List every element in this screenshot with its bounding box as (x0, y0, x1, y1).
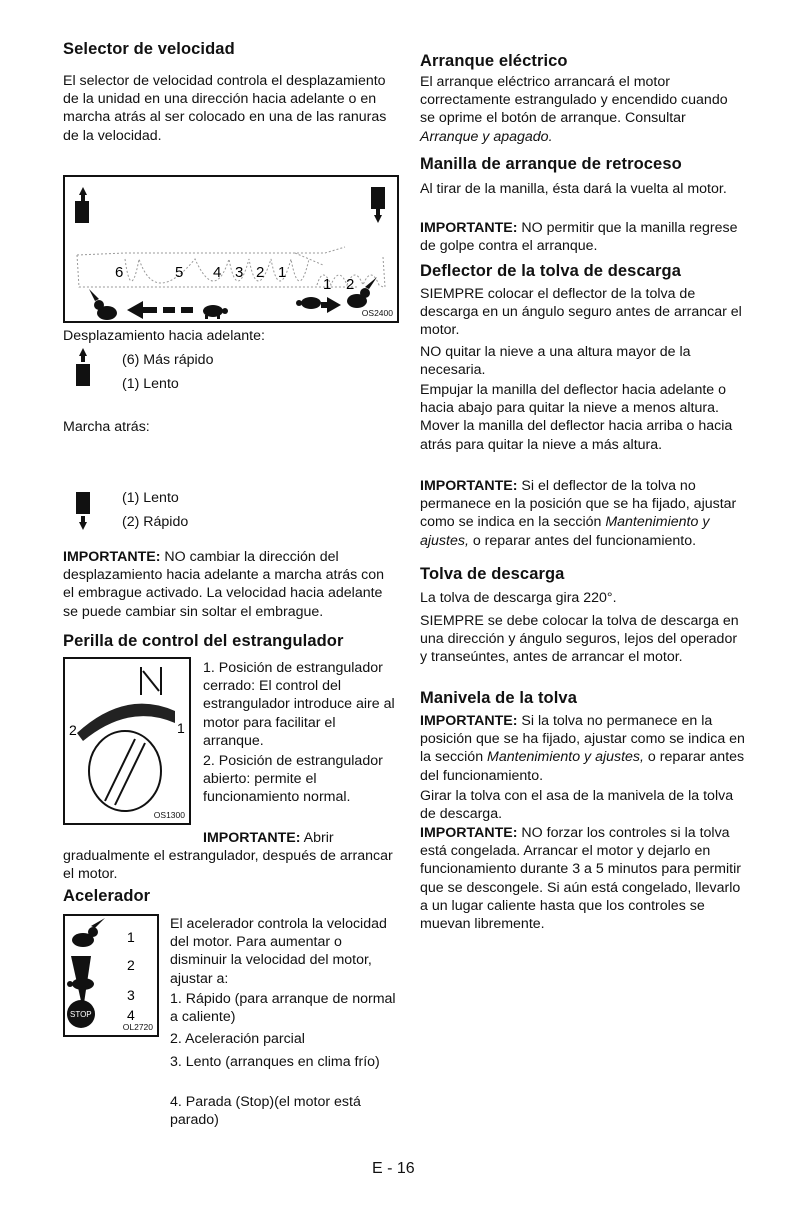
chute-p2: SIEMPRE se debe colocar la tolva de descarga en una dirección y ángulo seguros, lejos del operador y transeúntes, antes de arrancar el motor. (420, 613, 739, 666)
reverse-number: 2 (346, 276, 355, 293)
choke-position-1: 1 (177, 720, 185, 736)
forward-person-icon (75, 187, 89, 223)
arrow-left-icon (127, 301, 193, 319)
deflector-p1: SIEMPRE colocar el deflector de la tolva de descarga en un ángulo seguro antes de arrancar el motor. (420, 286, 742, 339)
gear-number: 2 (256, 264, 265, 281)
reverse-number: 1 (323, 276, 332, 293)
page-number: E - 16 (372, 1160, 415, 1177)
gear-number: 4 (213, 264, 222, 281)
rabbit-fast-icon (89, 289, 117, 320)
crank-important-2: IMPORTANTE: NO forzar los controles si la tolva está congelada. Arrancar el motor y dejarlo en funcionamiento durante 3 a 5 minutos para permitir que se descongele. Si aún está congelado, llevarlo a un lugar caliente hasta que los controles se muevan libremente. (420, 825, 741, 933)
choke-important (203, 829, 334, 847)
reference-link: Arranque y apagado. (420, 128, 553, 145)
forward-person-icon (75, 348, 91, 386)
throttle-item-2: 2. Aceleración parcial (170, 1031, 305, 1047)
heading-throttle: Acelerador (63, 887, 151, 905)
turtle-slow-icon (203, 305, 228, 319)
rabbit-fast-icon (72, 918, 105, 947)
throttle-item-3: 3. Lento (arranques en clima frío) (170, 1054, 380, 1070)
choke-position-2: 2 (69, 722, 77, 738)
important-label: IMPORTANTE: (420, 825, 518, 841)
throttle-position: 1 (127, 929, 135, 945)
heading-electric-start: Arranque eléctrico (420, 52, 568, 70)
forward-label: Desplazamiento hacia adelante: (63, 328, 265, 344)
throttle-item-4: 4. Parada (Stop)(el motor está parado) (170, 1094, 361, 1129)
important-label: IMPORTANTE: (63, 549, 161, 565)
throttle-position: 4 (127, 1007, 135, 1023)
turtle-slow-icon (67, 978, 94, 990)
throttle-position: 2 (127, 957, 135, 973)
choke-important-cont: gradualmente el estrangulador, después de arrancar el motor. (63, 848, 393, 883)
heading-crank: Manivela de la tolva (420, 689, 577, 707)
figure-code: OL2720 (122, 1022, 153, 1032)
speed-important (63, 548, 398, 621)
figure-code: OS2400 (361, 308, 393, 318)
throttle-intro: El acelerador controla la velocidad del motor. Para aumentar o disminuir la velocidad del motor, ajustar a: (170, 916, 387, 987)
forward-slow: (1) Lento (122, 376, 179, 392)
gear-number: 3 (235, 264, 244, 281)
recoil-text: Al tirar de la manilla, ésta dará la vuelta al motor. (420, 181, 727, 197)
gear-number: 1 (278, 264, 287, 281)
recoil-important: IMPORTANTE: NO permitir que la manilla regrese de golpe contra el arranque. (420, 220, 738, 255)
heading-chute: Tolva de descarga (420, 565, 565, 583)
reverse-fast: (2) Rápido (122, 514, 189, 530)
important-text: NO cambiar la dirección del desplazamiento hacia adelante a marcha atrás con el embrague activado. La velocidad hacia adelante se puede cambiar sin soltar el embrague. (63, 549, 384, 620)
gear-number: 6 (115, 264, 124, 281)
speed-selector-diagram (65, 177, 397, 321)
important-label: IMPORTANTE: (420, 220, 518, 236)
choke-item-2: 2. Posición de estrangulador abierto: permite el funcionamiento normal. (203, 753, 383, 806)
stop-label: STOP (70, 1010, 92, 1019)
speed-selector-figure (63, 175, 399, 323)
chute-p1: La tolva de descarga gira 220°. (420, 590, 617, 606)
arrow-right-icon (321, 297, 341, 313)
important-label: IMPORTANTE: (420, 713, 518, 729)
throttle-position: 3 (127, 987, 135, 1003)
heading-choke: Perilla de control del estrangulador (63, 632, 344, 650)
forward-fast: (6) Más rápido (122, 352, 214, 368)
reverse-slow: (1) Lento (122, 490, 179, 506)
choke-figure (63, 657, 191, 825)
heading-deflector: Deflector de la tolva de descarga (420, 262, 681, 280)
reverse-person-icon (75, 492, 91, 530)
deflector-p2: NO quitar la nieve a una altura mayor de la necesaria. (420, 344, 691, 379)
important-text: Abrir (300, 830, 334, 846)
gear-number: 5 (175, 264, 184, 281)
throttle-figure (63, 914, 159, 1037)
choke-item-1: 1. Posición de estrangulador cerrado: El control del estrangulador introduce aire al motor para facilitar el arranque. (203, 660, 395, 749)
heading-speed-selector: Selector de velocidad (63, 40, 235, 58)
crank-important-1: IMPORTANTE: Si la tolva no permanece en la posición que se ha fijado, ajustar como se indica en la sección Mantenimiento y ajustes, o reparar antes del funcionamiento. (420, 713, 745, 784)
throttle-diagram (65, 916, 157, 1035)
electric-start-text: El arranque eléctrico arrancará el motor correctamente estrangulado y encendido cuando se oprime el botón de arranque. Consultar Arranque y apagado. (420, 74, 728, 145)
figure-code: OS1300 (153, 810, 185, 820)
deflector-important: IMPORTANTE: Si el deflector de la tolva no permanece en la posición que se ha fijado, ajustar como se indica en la sección Mantenimiento y ajustes, o reparar antes del funcionamiento. (420, 478, 737, 549)
important-label: IMPORTANTE: (420, 478, 518, 494)
throttle-item-1: 1. Rápido (para arranque de normal a caliente) (170, 991, 396, 1026)
crank-p2: Girar la tolva con el asa de la manivela de la tolva de descarga. (420, 788, 734, 823)
deflector-p3: Empujar la manilla del deflector hacia adelante o hacia abajo para quitar la nieve a menos altura. Mover la manilla del deflector hacia arriba o hacia atrás para quitar la nieve a más altura. (420, 382, 733, 453)
reverse-person-icon (371, 187, 385, 223)
reverse-label: Marcha atrás: (63, 419, 150, 435)
choke-symbol-icon (141, 667, 161, 695)
heading-recoil-start: Manilla de arranque de retroceso (420, 155, 682, 173)
speed-selector-text: El selector de velocidad controla el desplazamiento de la unidad en una dirección hacia adelante o en marcha atrás al ser colocado en una de las ranuras de la velocidad. (63, 73, 387, 144)
important-label: IMPORTANTE: (203, 830, 301, 846)
turtle-slow-icon (296, 297, 321, 309)
choke-knob-diagram (65, 659, 189, 823)
